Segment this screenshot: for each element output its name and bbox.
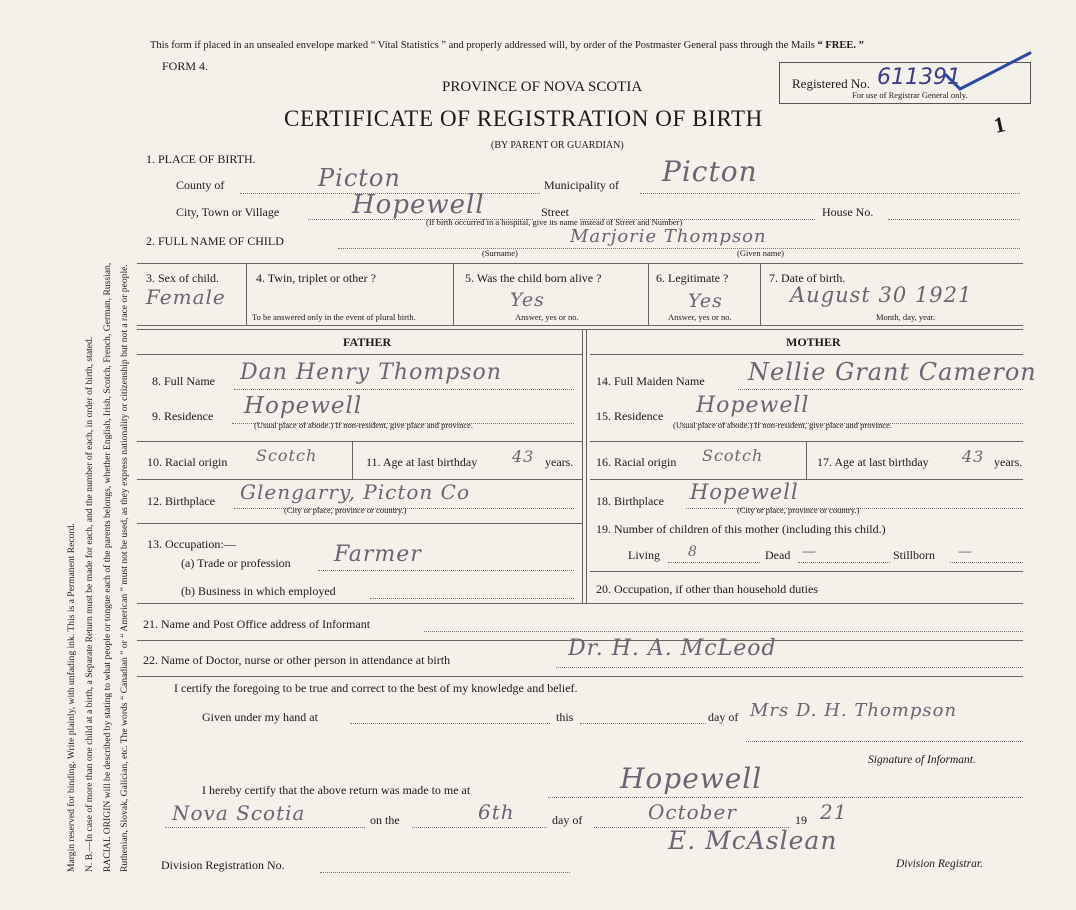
dead-label: Dead — [765, 548, 791, 562]
doctor-label: 22. Name of Doctor, nurse or other person in attendance at birth — [143, 653, 451, 667]
certificate-title: CERTIFICATE OF REGISTRATION OF BIRTH — [284, 106, 763, 131]
mother-occupation-label: 20. Occupation, if other than household duties — [596, 582, 818, 596]
registrar-place: Hopewell — [620, 762, 763, 795]
city-value: Hopewell — [352, 190, 485, 220]
certify-statement: I certify the foregoing to be true and correct to the best of my knowledge and belief. — [174, 681, 578, 695]
mother-birthplace: Hopewell — [690, 480, 799, 504]
father-residence: Hopewell — [244, 393, 363, 419]
alive-note: Answer, yes or no. — [515, 312, 579, 322]
father-age-label: 11. Age at last birthday — [366, 455, 478, 469]
informant-label: 21. Name and Post Office address of Informant — [143, 617, 371, 631]
dob-value: August 30 1921 — [790, 283, 973, 307]
street-note: (If birth occurred in a hospital, give its name instead of Street and Number) — [426, 217, 683, 227]
margin-note-multiple-births: N. B.—In case of more than one child at a birth, a Separate Return must be made for each, and the number of each, in order of birth, stated. — [84, 336, 95, 872]
father-birthplace-note: (City or place, province or country.) — [284, 505, 407, 515]
legitimate-label: 6. Legitimate ? — [656, 271, 729, 285]
street-label: Street — [541, 205, 569, 219]
mother-residence-note: (Usual place of abode.) If non-resident, give place and province. — [673, 420, 893, 430]
given-under-label: Given under my hand at — [202, 710, 318, 724]
municipality-value: Picton — [662, 155, 758, 188]
registrar-use-note: For use of Registrar General only. — [852, 90, 968, 100]
dead-value: — — [802, 544, 817, 560]
margin-note-binding: Margin reserved for binding. Write plainly, with unfading ink. This is a Permanent Record. — [66, 523, 77, 872]
house-label: House No. — [822, 205, 874, 219]
father-birthplace-label: 12. Birthplace — [147, 494, 215, 508]
division-registrar-signature: E. McAslean — [668, 826, 838, 855]
doctor-value: Dr. H. A. McLeod — [568, 636, 777, 661]
mail-notice — [150, 40, 864, 51]
father-racial: Scotch — [256, 446, 318, 465]
municipality-label: Municipality of — [544, 178, 619, 192]
stillborn-label: Stillborn — [893, 548, 936, 562]
business-label: (b) Business in which employed — [181, 584, 336, 598]
mother-name: Nellie Grant Cameron — [748, 358, 1037, 386]
father-age: 43 — [512, 447, 535, 466]
living-label: Living — [628, 548, 660, 562]
county-value: Picton — [318, 164, 401, 192]
children-count-label: 19. Number of children of this mother (including this child.) — [596, 522, 886, 536]
signature-label: Signature of Informant. — [868, 754, 976, 766]
father-racial-label: 10. Racial origin — [147, 455, 228, 469]
form-number: FORM 4. — [162, 59, 209, 73]
informant-signature: Mrs D. H. Thompson — [750, 700, 958, 721]
father-occupation-label: 13. Occupation:— — [147, 537, 236, 551]
registrar-day: 6th — [478, 800, 515, 824]
mother-residence: Hopewell — [696, 393, 810, 418]
mother-heading: MOTHER — [786, 335, 841, 349]
twin-note: To be answered only in the event of plural birth. — [252, 312, 416, 322]
father-years: years. — [545, 455, 574, 469]
given-name-note: (Given name) — [737, 248, 784, 258]
alive-label: 5. Was the child born alive ? — [465, 271, 602, 285]
mail-notice-text: This form if placed in an unsealed envelope marked “ Vital Statistics ” and properly addressed will, by order of the Postmaster General pass through the Mails — [150, 40, 815, 51]
corner-mark: 1 — [991, 111, 1008, 138]
registered-number: 611391 — [877, 65, 961, 90]
legitimate-value: Yes — [688, 290, 723, 312]
legitimate-note: Answer, yes or no. — [668, 312, 732, 322]
mail-notice-free: “ FREE. ” — [817, 40, 864, 51]
this-label: this — [556, 710, 574, 724]
mother-birthplace-note: (City or place, province or country.) — [737, 505, 860, 515]
registered-label: Registered No. — [792, 76, 870, 91]
father-heading: FATHER — [343, 335, 392, 349]
mother-residence-label: 15. Residence — [596, 409, 664, 423]
mother-age-label: 17. Age at last birthday — [817, 455, 929, 469]
twin-label: 4. Twin, triplet or other ? — [256, 271, 376, 285]
trade-label: (a) Trade or profession — [181, 556, 291, 570]
sex-label: 3. Sex of child. — [146, 271, 219, 285]
on-the-label: on the — [370, 813, 400, 827]
mother-name-label: 14. Full Maiden Name — [596, 374, 705, 388]
mother-birthplace-label: 18. Birthplace — [596, 494, 664, 508]
division-registrar-label: Division Registrar. — [896, 858, 983, 870]
mother-age: 43 — [962, 447, 985, 466]
father-residence-label: 9. Residence — [152, 409, 214, 423]
father-birthplace: Glengarry, Picton Co — [240, 480, 471, 504]
registered-box — [779, 62, 1031, 104]
dob-label: 7. Date of birth. — [769, 271, 846, 285]
child-section-label: 2. FULL NAME OF CHILD — [146, 234, 284, 248]
place-section-label: 1. PLACE OF BIRTH. — [146, 152, 256, 166]
father-name-label: 8. Full Name — [152, 374, 215, 388]
margin-note-racial-origin: RACIAL ORIGIN will be described by stating to what people or tongue each of the parents belongs, whether English, Irish, Scotch, French, German, Russian, — [102, 262, 113, 872]
registrar-year: 21 — [820, 800, 848, 824]
father-residence-note: (Usual place of abode.) If non-resident, give place and province. — [254, 420, 474, 430]
registrar-province: Nova Scotia — [172, 801, 306, 825]
division-registration-no-label: Division Registration No. — [161, 858, 285, 872]
trade-value: Farmer — [334, 542, 422, 567]
check-mark-icon — [942, 49, 1034, 93]
surname-note: (Surname) — [482, 248, 518, 258]
sex-value: Female — [146, 285, 226, 309]
year-prefix: 19 — [795, 813, 807, 827]
registrar-day-of-label: day of — [552, 813, 583, 827]
day-of-label: day of — [708, 710, 739, 724]
registrar-statement: I hereby certify that the above return was made to me at — [202, 783, 471, 797]
mother-racial-label: 16. Racial origin — [596, 455, 677, 469]
mother-racial: Scotch — [702, 446, 764, 465]
child-name: Marjorie Thompson — [570, 226, 767, 247]
mother-years: years. — [994, 455, 1023, 469]
city-label: City, Town or Village — [176, 205, 280, 219]
stillborn-value: — — [958, 544, 973, 560]
dob-note: Month, day, year. — [876, 312, 936, 322]
county-label: County of — [176, 178, 225, 192]
living-value: 8 — [688, 544, 698, 560]
father-name: Dan Henry Thompson — [240, 360, 502, 385]
registrar-month: October — [648, 800, 737, 824]
certificate-subtitle: (BY PARENT OR GUARDIAN) — [491, 140, 624, 151]
margin-note-racial-origin-cont: Ruthenian, Slovak, Galician, etc. The words “ Canadian ” or “ American ” must not be used, as they express nationality or citizenship but not a race or people. — [119, 264, 130, 872]
alive-value: Yes — [510, 289, 545, 311]
province-heading: PROVINCE OF NOVA SCOTIA — [442, 79, 643, 95]
